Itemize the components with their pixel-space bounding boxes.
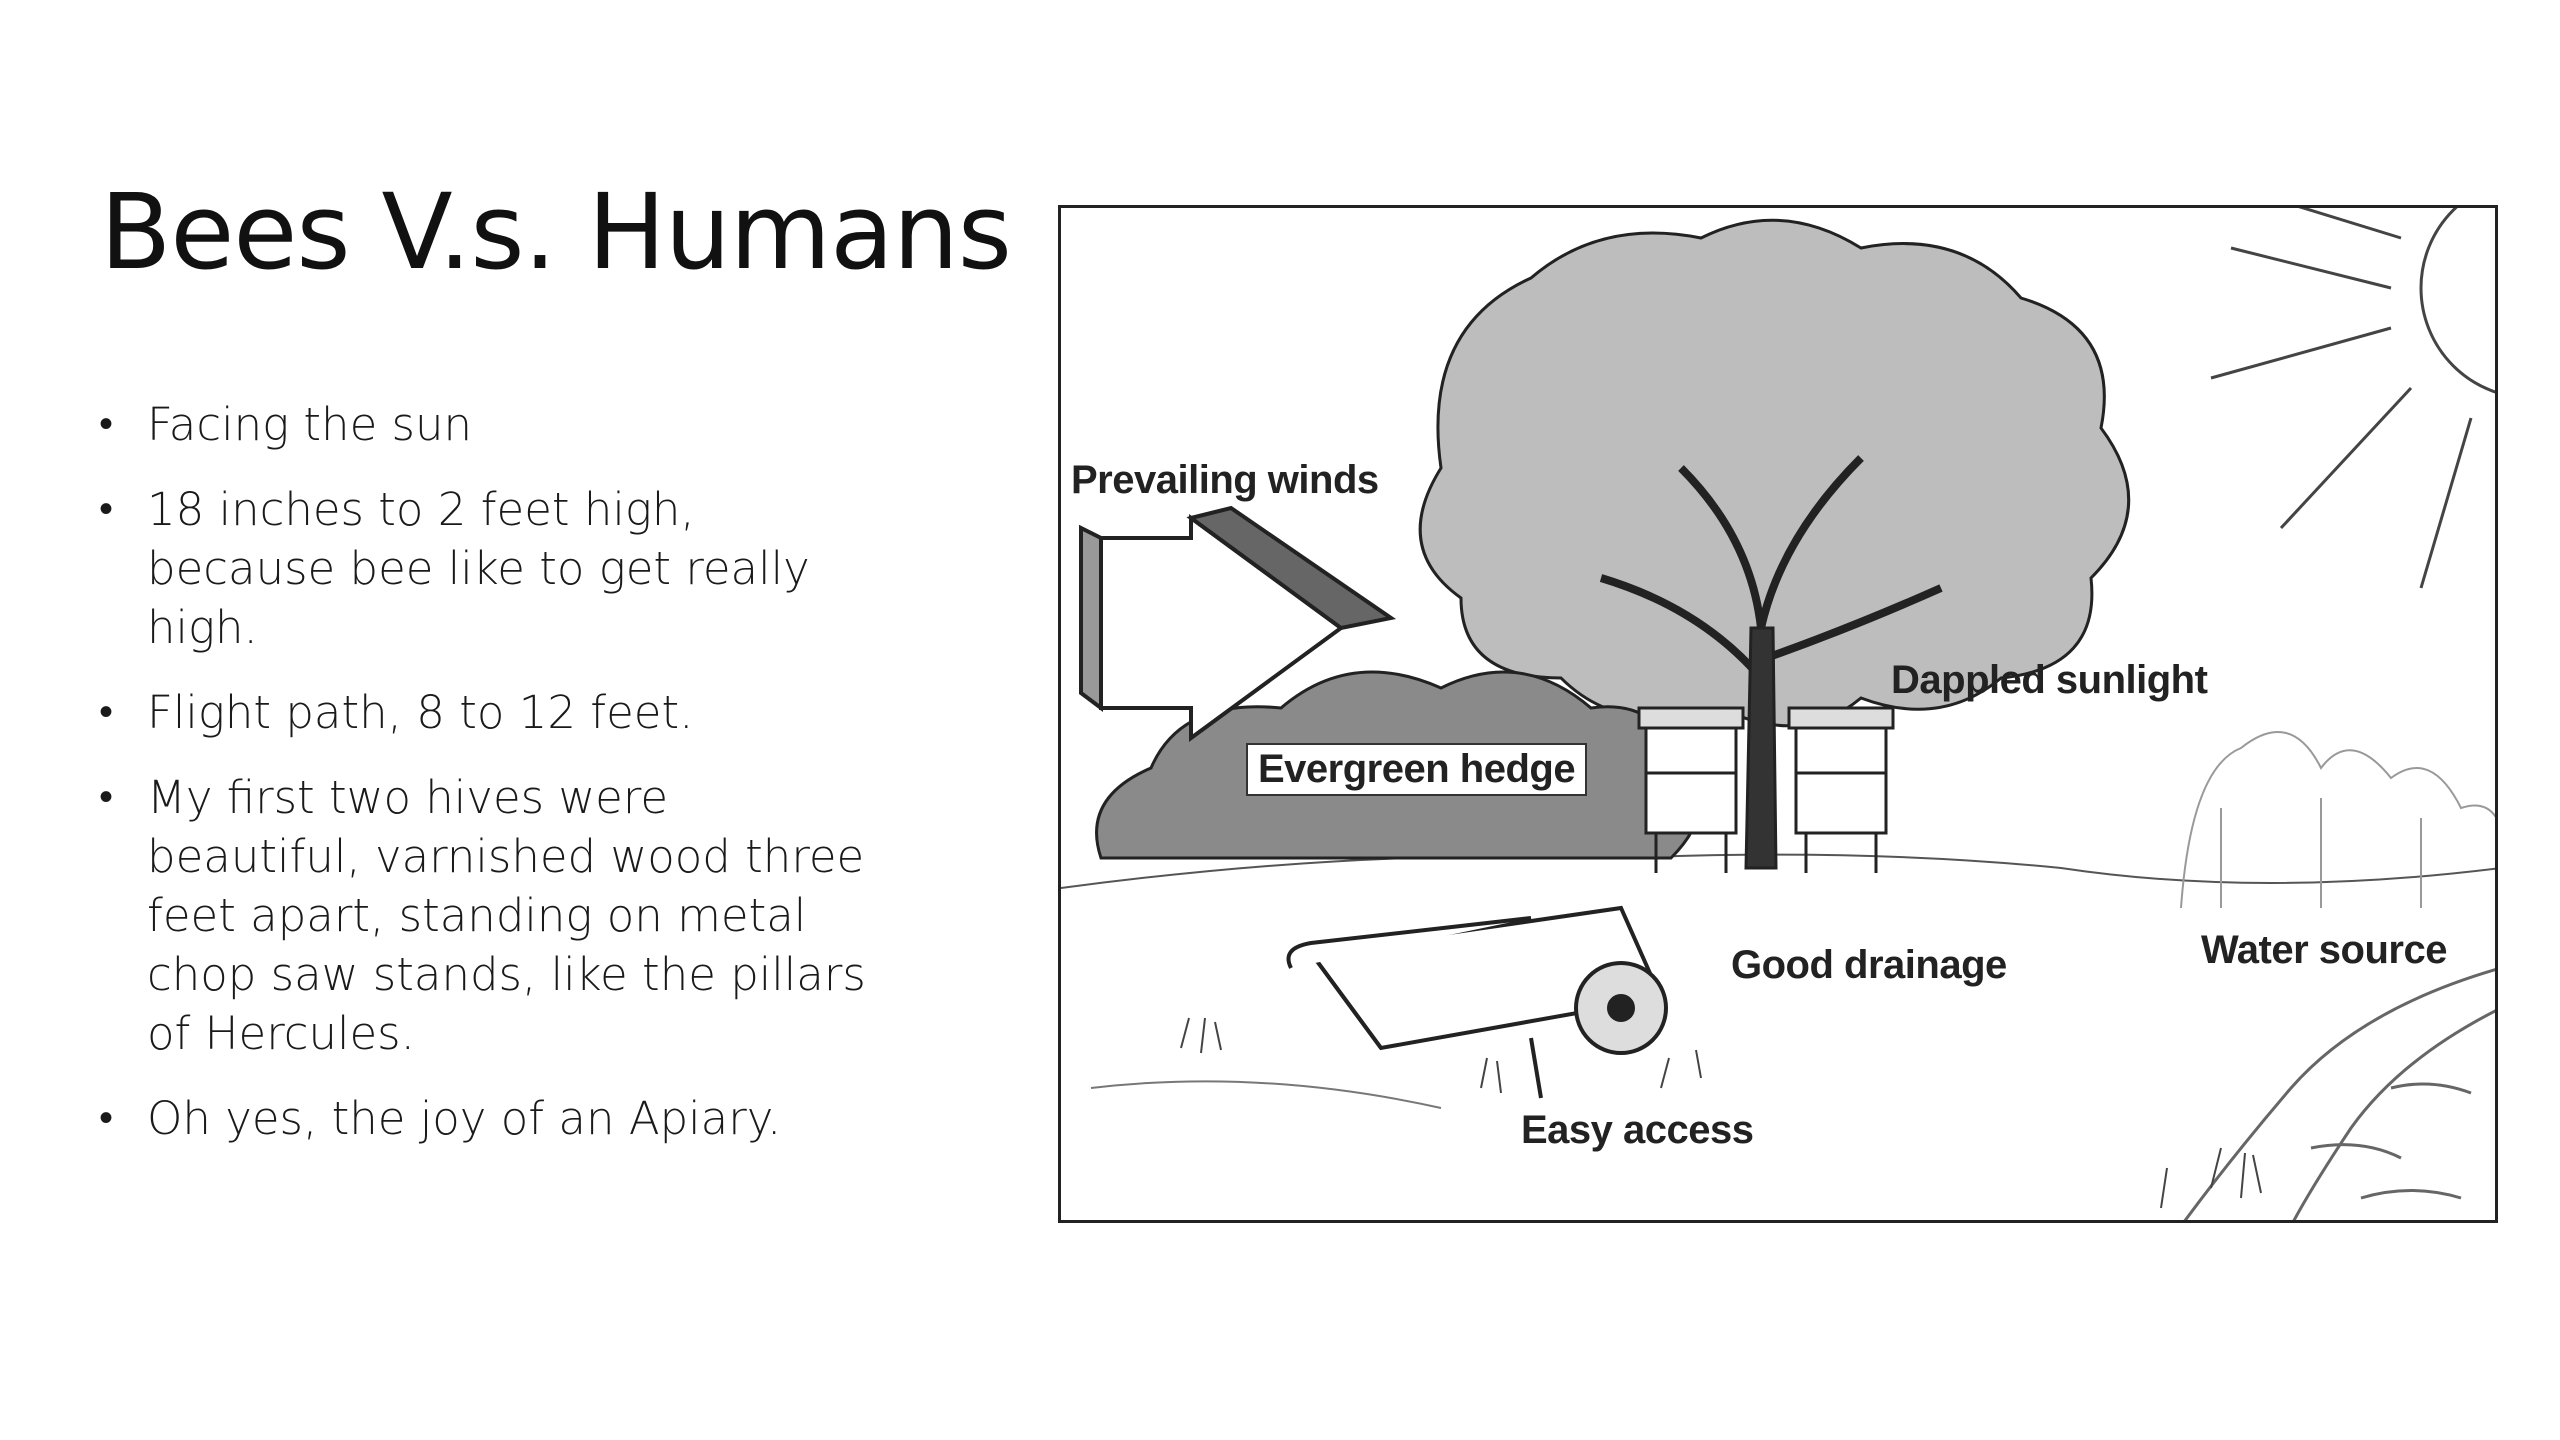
bullet-text: Oh yes, the joy of an Apiary. [147,1092,782,1145]
bullet-list [95,395,895,1174]
label-easy-access: Easy access [1521,1108,1754,1152]
label-evergreen-hedge: Evergreen hedge [1246,743,1587,796]
bullet-icon: • [99,689,114,735]
sun-icon [2211,208,2498,588]
slide-title: Bees V.s. Humans [100,171,1011,293]
label-good-drainage: Good drainage [1731,943,2007,987]
label-water-source: Water source [2201,928,2447,972]
bullet-icon: • [99,486,114,532]
hive-icon [1639,708,1743,873]
label-dappled-sunlight: Dappled sunlight [1891,658,2208,702]
bullet-item [95,480,895,657]
bullet-item [95,1089,895,1148]
bullet-text: 18 inches to 2 feet high, because bee like to get really high. [147,483,810,654]
bullet-icon: • [99,1095,114,1141]
bullet-icon: • [99,401,114,447]
bullet-text: Flight path, 8 to 12 feet. [147,686,694,739]
bullet-icon: • [99,774,114,820]
bullet-item [95,683,895,742]
bullet-text: My first two hives were beautiful, varnished wood three feet apart, standing on metal chop saw stands, like the pillars of Hercules. [147,771,866,1060]
illustration-drawing [1061,208,2498,1223]
cart-icon [1289,908,1667,1098]
bullet-item [95,768,895,1063]
hive-icon [1789,708,1893,873]
label-prevailing-winds: Prevailing winds [1071,458,1379,502]
ground [1061,855,2498,888]
apiary-illustration [1058,205,2498,1223]
bullet-item [95,395,895,454]
bullet-text: Facing the sun [147,398,473,451]
stream [2181,968,2498,1223]
